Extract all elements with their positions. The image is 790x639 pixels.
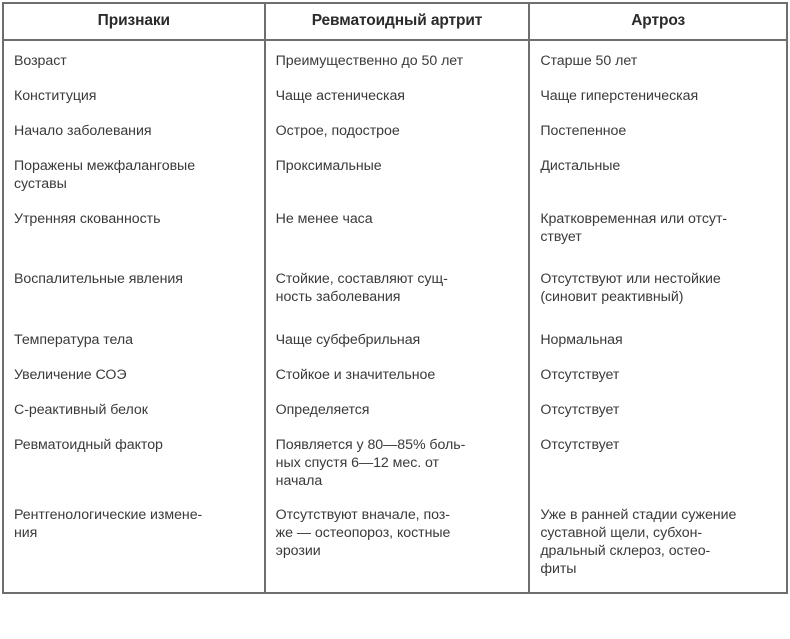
cell-arthrosis-line: Кратковременная или отсут- — [540, 211, 728, 227]
cell-feature-line: ния — [14, 525, 38, 541]
cell-rheumatoid-arthritis: Чаще астеническая — [265, 87, 530, 122]
cell-feature: Воспалительные явления — [3, 270, 265, 331]
cell-feature: Температура тела — [3, 331, 265, 366]
cell-arthrosis: Дистальные — [540, 158, 621, 174]
table-row — [3, 506, 787, 593]
cell-rheumatoid-arthritis: Не менее часа — [265, 210, 530, 270]
cell-arthrosis-line: суставной щели, субхон- — [540, 525, 703, 541]
table-row — [3, 157, 787, 210]
cell-rheumatoid-arthritis: Определяется — [265, 401, 530, 436]
cell-ra-line: Отсутствуют вначале, поз- — [275, 507, 450, 523]
cell-rheumatoid-arthritis — [265, 506, 530, 593]
cell-arthrosis — [529, 270, 787, 331]
cell-arthrosis: Чаще гиперстеническая — [540, 88, 699, 104]
table-row — [3, 87, 787, 122]
cell-feature — [3, 506, 265, 593]
table-row — [3, 122, 787, 157]
table-row — [3, 436, 787, 506]
cell-ra-line: эрозии — [275, 543, 321, 559]
cell-arthrosis: Отсутствует — [540, 437, 620, 453]
table-row — [3, 210, 787, 270]
cell-rheumatoid-arthritis: Стойкое и значительное — [265, 366, 530, 401]
table-body — [3, 40, 787, 593]
cell-arthrosis-line: (синовит реактивный) — [540, 289, 684, 305]
cell-arthrosis: Постепенное — [540, 123, 627, 139]
table-row — [3, 270, 787, 331]
table-header — [3, 3, 787, 40]
cell-arthrosis-line: дральный склероз, остео- — [540, 543, 711, 559]
cell-arthrosis-line: ствует — [540, 229, 582, 245]
cell-feature: Утренняя скованность — [3, 210, 265, 270]
cell-rheumatoid-arthritis — [265, 436, 530, 506]
cell-rheumatoid-arthritis: Преимущественно до 50 лет — [265, 40, 530, 87]
table-row — [3, 401, 787, 436]
cell-arthrosis-line: Отсутствуют или нестойкие — [540, 271, 721, 287]
column-header-arthrosis: Артроз — [529, 3, 787, 40]
ra-vs-arthrosis-comparison-table — [2, 2, 788, 594]
cell-feature: Начало заболевания — [3, 122, 265, 157]
cell-feature-line: Поражены межфаланговые — [14, 158, 196, 174]
column-header-rheumatoid-arthritis: Ревматоидный артрит — [265, 3, 530, 40]
cell-arthrosis: Отсутствует — [540, 402, 620, 418]
cell-feature: С-реактивный белок — [3, 401, 265, 436]
cell-rheumatoid-arthritis: Острое, подострое — [265, 122, 530, 157]
cell-arthrosis — [529, 506, 787, 593]
cell-arthrosis-line: Уже в ранней стадии сужение — [540, 507, 737, 523]
cell-feature: Ревматоидный фактор — [3, 436, 265, 506]
cell-arthrosis — [529, 210, 787, 270]
table-row — [3, 40, 787, 87]
cell-ra-line: ность заболевания — [275, 289, 401, 305]
cell-arthrosis-line: фиты — [540, 561, 577, 577]
cell-rheumatoid-arthritis: Проксимальные — [265, 157, 530, 210]
cell-arthrosis: Старше 50 лет — [540, 53, 638, 69]
cell-ra-line: Стойкие, составляют сущ- — [275, 271, 448, 287]
cell-feature: Возраст — [3, 40, 265, 87]
cell-feature-line: суставы — [14, 176, 67, 192]
cell-arthrosis: Отсутствует — [540, 367, 620, 383]
cell-feature — [3, 157, 265, 210]
cell-ra-line: начала — [275, 473, 323, 489]
table-row — [3, 366, 787, 401]
cell-feature: Увеличение СОЭ — [3, 366, 265, 401]
cell-ra-line: же — остеопороз, костные — [275, 525, 451, 541]
header-row — [3, 3, 787, 40]
cell-rheumatoid-arthritis: Чаще субфебрильная — [265, 331, 530, 366]
cell-ra-line: ных спустя 6—12 мес. от — [275, 455, 439, 471]
cell-rheumatoid-arthritis — [265, 270, 530, 331]
cell-feature: Конституция — [3, 87, 265, 122]
cell-feature-line: Рентгенологические измене- — [14, 507, 203, 523]
column-header-features: Признаки — [3, 3, 265, 40]
cell-arthrosis: Нормальная — [540, 332, 623, 348]
table-row — [3, 331, 787, 366]
cell-ra-line: Появляется у 80—85% боль- — [275, 437, 466, 453]
